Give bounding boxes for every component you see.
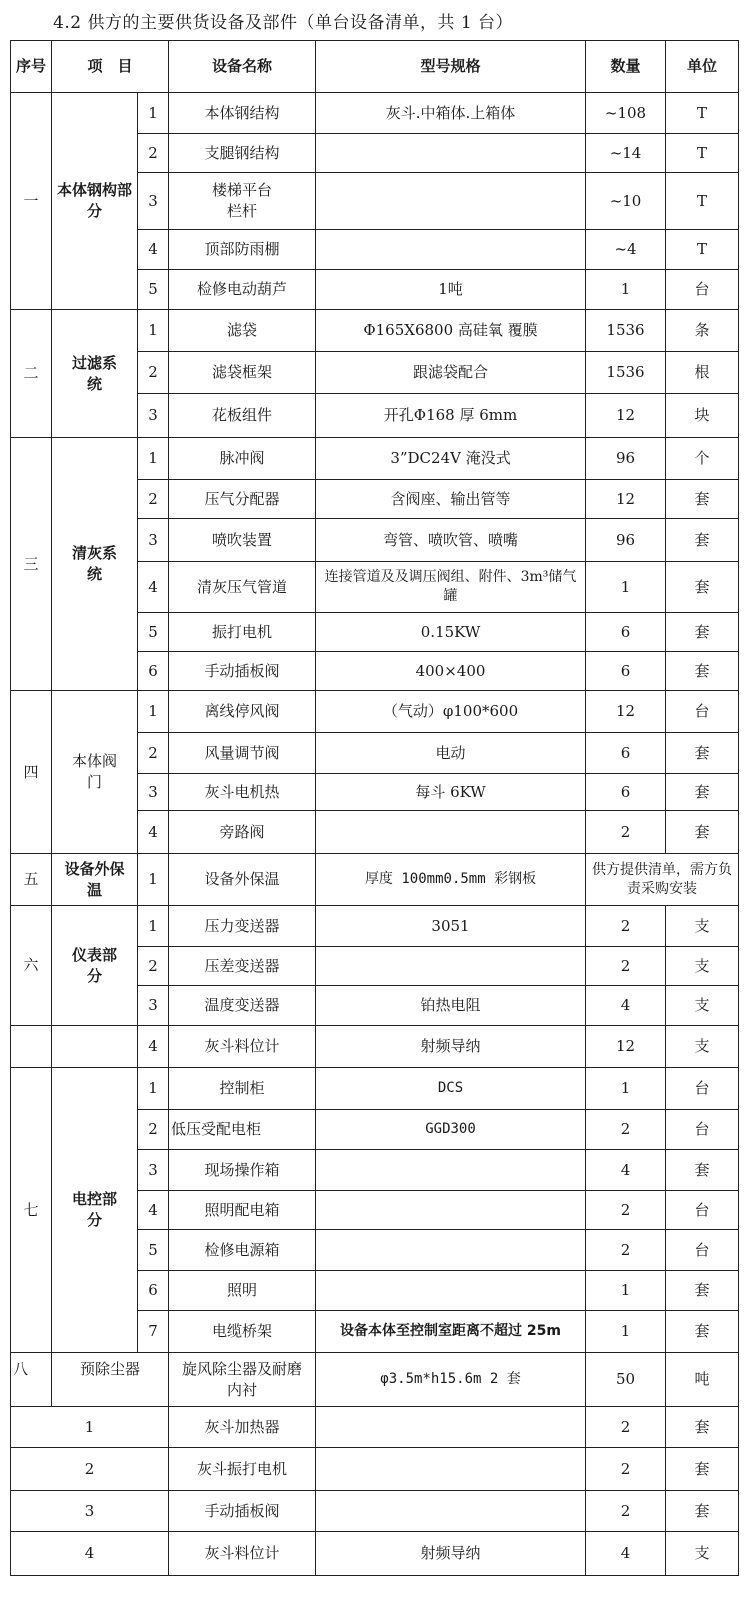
spec: 含阀座、输出管等	[316, 480, 586, 519]
spec: 跟滤袋配合	[316, 352, 586, 394]
group-number: 二	[11, 310, 52, 438]
quantity: 1	[586, 1068, 666, 1110]
unit: 条	[666, 310, 739, 352]
row-index: 4	[138, 811, 169, 854]
equipment-name: 脉冲阀	[169, 438, 316, 480]
group-number: 七	[11, 1068, 52, 1353]
quantity: 1	[586, 270, 666, 310]
spec: DCS	[316, 1068, 586, 1110]
group-name	[52, 1026, 138, 1068]
unit: 台	[666, 1068, 739, 1110]
quantity: 2	[586, 906, 666, 947]
spec	[316, 1150, 586, 1191]
quantity: 2	[586, 1230, 666, 1271]
equipment-name: 支腿钢结构	[169, 134, 316, 173]
group-number: 八	[11, 1353, 52, 1407]
row-index: 2	[138, 733, 169, 774]
group-name: 本体钢构部分	[52, 93, 138, 310]
quantity: 12	[586, 691, 666, 733]
equipment-name: 清灰压气管道	[169, 562, 316, 613]
quantity: 2	[586, 1407, 666, 1448]
row-index: 3	[138, 774, 169, 811]
table-row	[11, 1491, 739, 1532]
unit: 支	[666, 1532, 739, 1576]
unit: T	[666, 134, 739, 173]
equipment-name: 手动插板阀	[169, 1491, 316, 1532]
header-seq: 序号	[11, 41, 52, 93]
equipment-name: 电缆桥架	[169, 1311, 316, 1353]
equipment-name: 检修电动葫芦	[169, 270, 316, 310]
quantity: 12	[586, 480, 666, 519]
table-row	[11, 1532, 739, 1576]
equipment-name: 滤袋	[169, 310, 316, 352]
quantity: 4	[586, 1532, 666, 1576]
row-index: 6	[138, 1271, 169, 1311]
quantity: 6	[586, 733, 666, 774]
quantity: 1536	[586, 352, 666, 394]
unit: 套	[666, 562, 739, 613]
spec: 设备本体至控制室距离不超过 25m	[316, 1311, 586, 1353]
header-spec: 型号规格	[316, 41, 586, 93]
unit: 套	[666, 733, 739, 774]
equipment-name: 检修电源箱	[169, 1230, 316, 1271]
quantity: 1	[586, 562, 666, 613]
unit: 套	[666, 1311, 739, 1353]
equipment-name: 灰斗料位计	[169, 1026, 316, 1068]
equipment-table	[10, 40, 739, 1576]
spec: 射频导纳	[316, 1532, 586, 1576]
group-number: 六	[11, 906, 52, 1026]
spec: 开孔Φ168 厚 6mm	[316, 394, 586, 438]
quantity: 50	[586, 1353, 666, 1407]
equipment-name: 照明	[169, 1271, 316, 1311]
header-qty: 数量	[586, 41, 666, 93]
unit: 套	[666, 1491, 739, 1532]
unit: 套	[666, 613, 739, 652]
unit: 块	[666, 394, 739, 438]
spec: 射频导纳	[316, 1026, 586, 1068]
group-name: 清灰系统	[52, 438, 138, 691]
quantity: 6	[586, 613, 666, 652]
table-row	[11, 1353, 739, 1407]
group-name: 预除尘器	[52, 1353, 169, 1407]
group-number: 五	[11, 854, 52, 906]
unit: 套	[666, 652, 739, 691]
row-index: 5	[138, 270, 169, 310]
spec: 0.15KW	[316, 613, 586, 652]
spec: 3”DC24V 淹没式	[316, 438, 586, 480]
quantity: 2	[586, 1191, 666, 1230]
group-name: 设备外保温	[52, 854, 138, 906]
section-title: 4.2 供方的主要供货设备及部件（单台设备清单，共 1 台）	[53, 13, 514, 33]
spec	[316, 230, 586, 270]
spec	[316, 1407, 586, 1448]
equipment-name: 喷吹装置	[169, 519, 316, 562]
row-index: 3	[138, 519, 169, 562]
equipment-name: 压差变送器	[169, 947, 316, 986]
group-name: 仪表部分	[52, 906, 138, 1026]
spec: Φ165X6800 高硅氧 覆膜	[316, 310, 586, 352]
row-index: 3	[138, 394, 169, 438]
quantity: ~14	[586, 134, 666, 173]
spec: φ3.5m*h15.6m 2 套	[316, 1353, 586, 1407]
equipment-name: 灰斗振打电机	[169, 1448, 316, 1491]
equipment-name: 振打电机	[169, 613, 316, 652]
supply-note: 供方提供清单，需方负责采购安装	[586, 854, 739, 906]
equipment-name: 楼梯平台栏杆	[169, 173, 316, 230]
row-index: 3	[138, 173, 169, 230]
unit: 套	[666, 1448, 739, 1491]
quantity: 2	[586, 1448, 666, 1491]
equipment-name: 现场操作箱	[169, 1150, 316, 1191]
row-index: 5	[138, 613, 169, 652]
spec: 弯管、喷吹管、喷嘴	[316, 519, 586, 562]
unit: 支	[666, 1026, 739, 1068]
spec: 每斗 6KW	[316, 774, 586, 811]
unit: 支	[666, 986, 739, 1026]
spec: GGD300	[316, 1110, 586, 1150]
row-index: 1	[11, 1407, 169, 1448]
spec	[316, 947, 586, 986]
quantity: 2	[586, 811, 666, 854]
unit: 个	[666, 438, 739, 480]
quantity: 1	[586, 1271, 666, 1311]
table-row	[11, 310, 739, 352]
group-number: 一	[11, 93, 52, 310]
row-index: 2	[138, 352, 169, 394]
row-index: 4	[138, 562, 169, 613]
quantity: ~4	[586, 230, 666, 270]
row-index: 7	[138, 1311, 169, 1353]
equipment-name: 旁路阀	[169, 811, 316, 854]
unit: 台	[666, 1110, 739, 1150]
row-index: 1	[138, 854, 169, 906]
row-index: 3	[138, 986, 169, 1026]
spec	[316, 1230, 586, 1271]
table-row	[11, 1026, 739, 1068]
table-row	[11, 691, 739, 733]
equipment-name: 压气分配器	[169, 480, 316, 519]
quantity: 96	[586, 438, 666, 480]
unit: T	[666, 230, 739, 270]
unit: 套	[666, 1407, 739, 1448]
group-name: 过滤系统	[52, 310, 138, 438]
spec	[316, 173, 586, 230]
unit: 套	[666, 519, 739, 562]
unit: 支	[666, 947, 739, 986]
unit: 根	[666, 352, 739, 394]
row-index: 3	[138, 1150, 169, 1191]
spec	[316, 1191, 586, 1230]
equipment-name: 灰斗电机热	[169, 774, 316, 811]
quantity: 1	[586, 1311, 666, 1353]
quantity: 6	[586, 774, 666, 811]
group-name: 本体阀门	[52, 691, 138, 854]
spec	[316, 1448, 586, 1491]
quantity: 2	[586, 1491, 666, 1532]
equipment-name: 压力变送器	[169, 906, 316, 947]
equipment-name: 手动插板阀	[169, 652, 316, 691]
quantity: 4	[586, 986, 666, 1026]
group-number	[11, 1026, 52, 1068]
unit: 台	[666, 270, 739, 310]
table-row	[11, 854, 739, 906]
unit: 套	[666, 1271, 739, 1311]
equipment-name: 旋风除尘器及耐磨内衬	[169, 1353, 316, 1407]
equipment-name: 滤袋框架	[169, 352, 316, 394]
unit: 台	[666, 691, 739, 733]
spec	[316, 134, 586, 173]
table-row	[11, 438, 739, 480]
row-index: 1	[138, 691, 169, 733]
quantity: 12	[586, 394, 666, 438]
spec: 1吨	[316, 270, 586, 310]
equipment-name: 本体钢结构	[169, 93, 316, 134]
header-name: 设备名称	[169, 41, 316, 93]
table-row	[11, 93, 739, 134]
equipment-name: 灰斗料位计	[169, 1532, 316, 1576]
unit: 套	[666, 480, 739, 519]
row-index: 1	[138, 906, 169, 947]
equipment-name: 花板组件	[169, 394, 316, 438]
quantity: ~10	[586, 173, 666, 230]
unit: T	[666, 93, 739, 134]
unit: 套	[666, 811, 739, 854]
spec	[316, 1271, 586, 1311]
row-index: 4	[138, 1026, 169, 1068]
row-index: 5	[138, 1230, 169, 1271]
row-index: 3	[11, 1491, 169, 1532]
spec: 电动	[316, 733, 586, 774]
quantity: 96	[586, 519, 666, 562]
header-item: 项 目	[52, 41, 169, 93]
equipment-name: 温度变送器	[169, 986, 316, 1026]
row-index: 4	[138, 1191, 169, 1230]
row-index: 1	[138, 1068, 169, 1110]
quantity: ~108	[586, 93, 666, 134]
equipment-name: 灰斗加热器	[169, 1407, 316, 1448]
quantity: 12	[586, 1026, 666, 1068]
row-index: 4	[138, 230, 169, 270]
spec	[316, 1491, 586, 1532]
row-index: 2	[138, 134, 169, 173]
unit: T	[666, 173, 739, 230]
group-number: 三	[11, 438, 52, 691]
row-index: 4	[11, 1532, 169, 1576]
spec: 灰斗.中箱体.上箱体	[316, 93, 586, 134]
quantity: 2	[586, 1110, 666, 1150]
row-index: 2	[11, 1448, 169, 1491]
equipment-name: 设备外保温	[169, 854, 316, 906]
equipment-name: 控制柜	[169, 1068, 316, 1110]
unit: 支	[666, 906, 739, 947]
row-index: 1	[138, 93, 169, 134]
group-number: 四	[11, 691, 52, 854]
header-unit: 单位	[666, 41, 739, 93]
unit: 套	[666, 774, 739, 811]
unit: 台	[666, 1230, 739, 1271]
equipment-name: 离线停风阀	[169, 691, 316, 733]
spec: （气动）φ100*600	[316, 691, 586, 733]
spec: 连接管道及及调压阀组、附件、3m³储气罐	[316, 562, 586, 613]
table-row	[11, 906, 739, 947]
quantity: 1536	[586, 310, 666, 352]
equipment-name: 风量调节阀	[169, 733, 316, 774]
equipment-name: 顶部防雨棚	[169, 230, 316, 270]
quantity: 6	[586, 652, 666, 691]
spec: 400×400	[316, 652, 586, 691]
quantity: 4	[586, 1150, 666, 1191]
spec	[316, 811, 586, 854]
equipment-name: 低压受配电柜	[169, 1110, 316, 1150]
row-index: 6	[138, 652, 169, 691]
spec: 铂热电阻	[316, 986, 586, 1026]
row-index: 1	[138, 438, 169, 480]
spec: 3051	[316, 906, 586, 947]
row-index: 2	[138, 480, 169, 519]
row-index: 1	[138, 310, 169, 352]
table-row	[11, 1407, 739, 1448]
unit: 套	[666, 1150, 739, 1191]
spec: 厚度 100mm0.5mm 彩钢板	[316, 854, 586, 906]
table-row	[11, 1448, 739, 1491]
table-row	[11, 1068, 739, 1110]
row-index: 2	[138, 1110, 169, 1150]
quantity: 2	[586, 947, 666, 986]
equipment-name: 照明配电箱	[169, 1191, 316, 1230]
unit: 吨	[666, 1353, 739, 1407]
header-row	[11, 41, 739, 93]
row-index: 2	[138, 947, 169, 986]
group-name: 电控部分	[52, 1068, 138, 1353]
unit: 台	[666, 1191, 739, 1230]
